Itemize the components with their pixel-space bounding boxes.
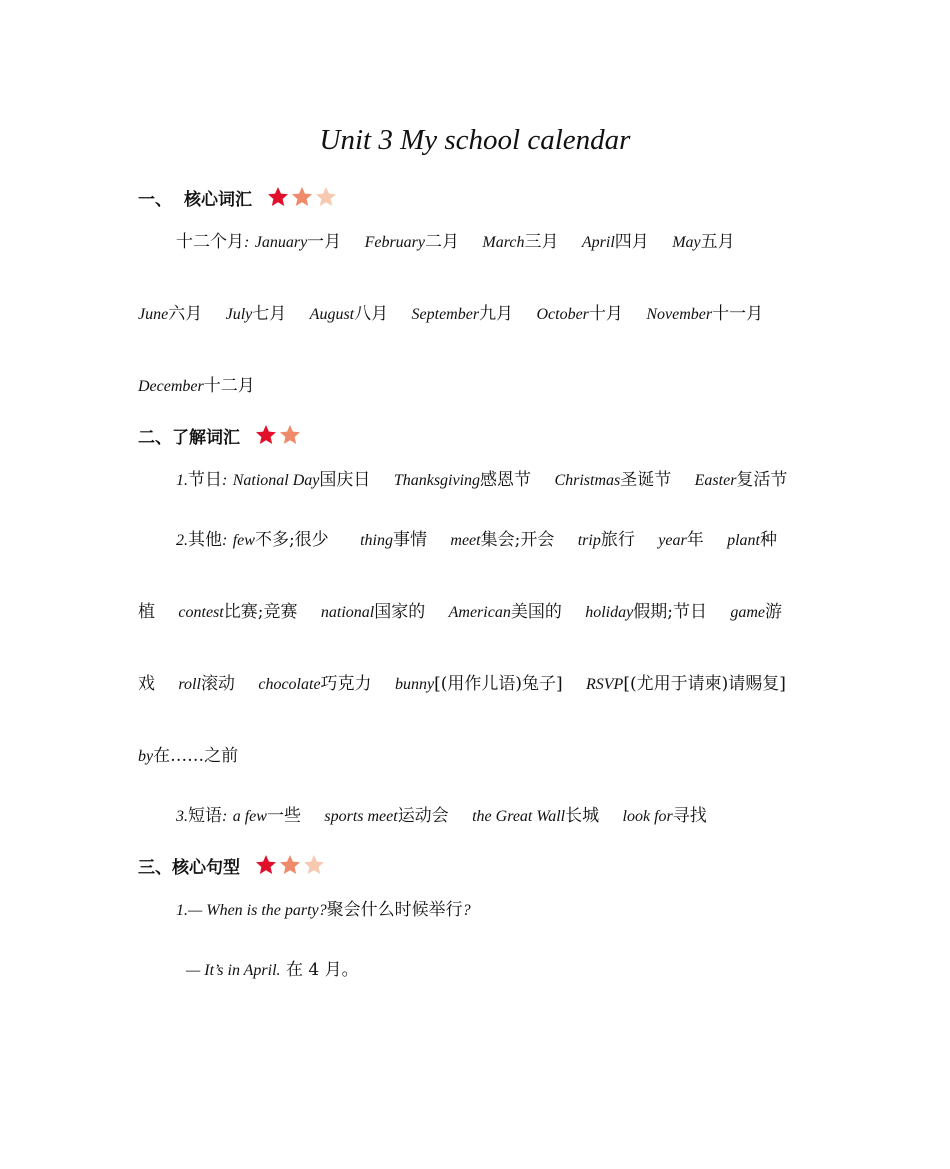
word-en: roll [178, 676, 201, 693]
word-en: November [646, 306, 713, 323]
word-en: look for [622, 808, 673, 825]
word-zh: 七月 [252, 304, 287, 324]
others-line-1 [176, 527, 777, 554]
word-zh: 一些 [266, 806, 301, 826]
word-en: plant [727, 532, 760, 549]
word-en: trip [577, 532, 601, 549]
word-zh: [(尤用于请柬)请赐复] [623, 674, 786, 694]
word-zh: 八月 [354, 304, 389, 324]
word-en: Christmas [554, 472, 621, 489]
vocab-line-3 [138, 373, 255, 400]
word-en: few [232, 532, 255, 549]
word-zh: 十一月 [712, 304, 764, 324]
colon: : [222, 808, 228, 825]
word-en: July [225, 306, 253, 323]
word-zh: [(用作儿语)兔子] [434, 674, 563, 694]
word-zh: 集会;开会 [480, 530, 555, 550]
others-label: 其他 [188, 530, 222, 550]
word-zh: 戏 [138, 674, 155, 694]
word-zh: 比赛;竞赛 [223, 602, 298, 622]
star-icon [256, 855, 276, 874]
word-zh: 事情 [392, 530, 427, 550]
item-number: 3. [176, 808, 188, 825]
star-icon [280, 425, 300, 444]
word-en: national [320, 604, 375, 621]
word-en: American [448, 604, 511, 621]
word-zh: 六月 [168, 304, 203, 324]
answer-en: It’s in April. [200, 962, 281, 979]
word-en: October [536, 306, 589, 323]
word-en: May [672, 234, 701, 251]
others-line-3 [138, 671, 786, 698]
vocab-line-1 [176, 229, 735, 256]
phrases-label: 短语 [188, 806, 222, 826]
word-en: contest [178, 604, 224, 621]
word-en: the Great Wall [472, 808, 566, 825]
word-zh: 植 [138, 602, 155, 622]
section1-heading [138, 186, 340, 212]
word-en: National Day [232, 472, 320, 489]
word-zh: 国庆日 [319, 470, 371, 490]
star-icon [316, 187, 336, 206]
word-en: September [411, 306, 480, 323]
dash: — [186, 962, 201, 979]
word-en: meet [450, 532, 481, 549]
word-en: December [138, 378, 204, 395]
word-en: game [730, 604, 766, 621]
word-zh: 巧克力 [320, 674, 372, 694]
word-zh: 长城 [565, 806, 600, 826]
colon: : [222, 532, 228, 549]
section2-title: 二、了解词汇 [138, 428, 240, 448]
word-zh: 二月 [425, 232, 460, 252]
question-en: When is the party? [202, 902, 327, 919]
colon: : [244, 234, 250, 251]
others-line-4 [138, 743, 238, 770]
star-icon [304, 855, 324, 874]
word-en: August [309, 306, 355, 323]
word-en: bunny [394, 676, 435, 693]
vocab-line-2 [138, 301, 763, 328]
word-en: a few [232, 808, 267, 825]
rating-stars-2 [256, 424, 304, 446]
section1-number: 一、 [138, 190, 172, 210]
sentence-question [176, 897, 471, 924]
word-en: thing [360, 532, 393, 549]
word-zh: 国家的 [374, 602, 426, 622]
word-zh: 十月 [588, 304, 623, 324]
word-zh: 感恩节 [480, 470, 532, 490]
word-zh: 五月 [700, 232, 735, 252]
word-zh: 游 [765, 602, 783, 622]
colon: : [222, 472, 228, 489]
word-en: year [658, 532, 687, 549]
question-mark: ? [462, 902, 471, 919]
word-zh: 种 [760, 530, 777, 550]
word-zh: 不多;很少 [254, 530, 329, 550]
item-number: 2. [176, 532, 188, 549]
section3-title: 三、核心句型 [138, 858, 240, 878]
word-en: holiday [585, 604, 634, 621]
word-en: by [138, 748, 154, 765]
word-zh: 三月 [524, 232, 559, 252]
star-icon [268, 187, 288, 206]
word-en: March [482, 234, 525, 251]
word-en: Easter [694, 472, 737, 489]
section2-heading [138, 424, 304, 450]
item-number: 1. [176, 902, 188, 919]
word-en: April [581, 234, 615, 251]
dash: — [188, 902, 203, 919]
word-en: January [254, 234, 308, 251]
vocab-label: 十二个月 [176, 232, 244, 252]
word-zh: 运动会 [397, 806, 449, 826]
word-en: RSVP [586, 676, 624, 693]
word-zh: 假期;节日 [633, 602, 707, 622]
festival-label: 节日 [188, 470, 222, 490]
answer-zh: 在 4 月。 [285, 960, 359, 980]
word-zh: 旅行 [600, 530, 635, 550]
star-icon [256, 425, 276, 444]
word-en: chocolate [258, 676, 321, 693]
phrases-line [176, 803, 707, 830]
word-zh: 滚动 [200, 674, 235, 694]
question-zh: 聚会什么时候举行 [326, 900, 463, 920]
festival-line [176, 467, 787, 494]
word-zh: 一月 [307, 232, 342, 252]
star-icon [292, 187, 312, 206]
rating-stars-3 [256, 854, 328, 876]
others-line-2 [138, 599, 782, 626]
word-zh: 年 [686, 530, 704, 550]
star-icon [280, 855, 300, 874]
word-en: Thanksgiving [393, 472, 481, 489]
section1-title: 核心词汇 [184, 190, 252, 210]
rating-stars-3 [268, 186, 340, 208]
word-zh: 十二月 [203, 376, 255, 396]
section3-heading [138, 854, 328, 880]
sentence-answer [186, 957, 359, 984]
word-en: June [138, 306, 169, 323]
word-zh: 在……之前 [153, 746, 239, 766]
item-number: 1. [176, 472, 188, 489]
word-zh: 寻找 [672, 806, 707, 826]
word-zh: 复活节 [736, 470, 788, 490]
word-zh: 九月 [479, 304, 514, 324]
page-title: Unit 3 My school calendar [319, 124, 631, 156]
word-en: February [364, 234, 426, 251]
word-en: sports meet [324, 808, 398, 825]
word-zh: 四月 [614, 232, 649, 252]
word-zh: 圣诞节 [620, 470, 672, 490]
word-zh: 美国的 [510, 602, 562, 622]
